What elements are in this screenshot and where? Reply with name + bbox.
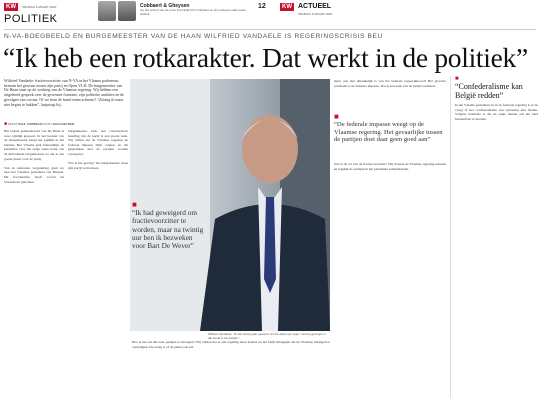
columnist-portrait-2: [118, 1, 136, 21]
sidebar-marker: ■: [455, 76, 459, 82]
sidebar-box: [450, 76, 538, 398]
sidebar-body: In het Vlaams parlement en in de federale regering is er de vraag of het confederalisme een oplossing kan bieden. Volgens Vandaele is dat de enige manier om het land bestuurbaar te houden.: [455, 103, 539, 121]
page-number: 12: [258, 3, 266, 10]
section-title-right: ACTUEEL: [298, 3, 332, 10]
article-body-col4: maar ook niet afhankelijk is van het federale regeerakkoord? Het grootste probleem is de federale impasse. Dat is een zaak van de partijvoorzitters.: [334, 79, 447, 88]
photo-label: FOTO: [43, 122, 52, 126]
columnists-title: Cobbaert & Gheysen: [140, 3, 190, 9]
byline-label: TEKST: [7, 122, 18, 126]
pullquote-left-text: “Ik had geweigerd om fractievoorzitter te worden, maar na twintig uur ben ik bezweken voor Bart De Wever”: [132, 208, 204, 251]
issue-date-right: VRIJDAG 6 MAART 2020: [298, 12, 333, 16]
byline-author: PAUL CORNELIS: [18, 122, 43, 126]
article-body-col5: Wat is de rol van de fractievoorzitter? Wij moeten de Vlaamse regering steunen en tegelijk de partijen in het parlement samenhouden.: [334, 162, 447, 171]
columnists-blurb: Op het schoot van de onze Koninkrijk Pim Cobbaert en Jim Gheysen elke week politiek.: [140, 8, 246, 16]
issue-date: VRIJDAG 6 MAART 2020: [22, 5, 57, 9]
byline-ornament: ■: [4, 121, 8, 127]
pullquote-left: [132, 200, 204, 250]
newspaper-logo-right: KW: [282, 4, 292, 10]
article-byline: [4, 121, 126, 127]
masthead-right: [258, 3, 538, 29]
photo-author: JAN GHEYSEN: [52, 122, 74, 126]
columnist-portrait-1: [98, 1, 116, 21]
masthead-divider: [4, 29, 536, 30]
pullquote-right: [334, 112, 446, 144]
article-headline: “Ik heb een rotkarakter. Dat werkt in de politiek”: [3, 42, 528, 73]
pullquote-right-marker: ■: [334, 112, 339, 121]
pullquote-left-marker: ■: [132, 200, 137, 209]
masthead-center: [140, 3, 250, 23]
section-title: POLITIEK: [4, 13, 58, 25]
pullquote-right-text: “De federale impasse weegt op de Vlaamse regering. Het gevaarlijke tussen de partijen doet daar geen goed aan”: [334, 121, 443, 144]
newspaper-logo: KW: [6, 4, 16, 10]
article-kicker: N-VA-BOEGBEELD EN BURGEMEESTER VAN DE HAAN WILFRIED VANDAELE IS REGERINGSCRISIS BEU: [4, 33, 383, 40]
photo-caption: Wilfried Vandaele: “Ik heb twintig jaar gewerkt. Ik heb altijd mijn eigen mening gezegd en dat werkt in de politiek.”: [208, 332, 326, 340]
article-lead: Wilfried Vandaele: fractievoorzitter van N-VA in het Vlaams parlement, hernam het gewone tussen zijn partij en Open VLD. De burgemeester van De Haan staat op de werking van de Vlaamse regering. Wij hebben een uitgebreid gesprek over de gewenste formatie, zijn politieke ambities en de gevolgen van corona. Of we hem de hand tonen achterin? “Zolang ik maar niet begint te hakken”, knipoogt hij.: [4, 78, 125, 107]
article-body-col2: burgemeester. Ook een constructieve houding van de partij is een goede zaak. Wij willen dat de Vlaamse regering de federale impasse blijft volgen, en dat gesprekken met de partijen worden voortgezet. Wat is het gevolg? De burgemeester moet zijn partij vertrouwen.: [68, 129, 128, 170]
article-body-col3: Hoe is het om die twee partijen te bewegen? Wij vinden dat er een regering moet komen en het blijft belangrijk om de Vlaamse belangen te verdedigen. De vraag is of de partij ook wil.: [132, 340, 331, 349]
article-body-col1: Het laatste gemeenteraad van De Haan is weer pijnlijk geweest. In het bestuur van de burgemeester hangt het pijnlijk in het kabinet. Het Vlaams gaat inhoudelijk de kandidaat vast. De enige steun komt van de uittredende burgemeester en dat is een goede plaats voor de partij. Van de nationale vergadering gaan we naar het Vlaamse parlement van Brussel. Dit fractieleider heeft vooral uit Vlaanderen gekomen.: [4, 129, 64, 184]
sidebar-heading: “Confederalisme kan België redden”: [455, 82, 523, 100]
